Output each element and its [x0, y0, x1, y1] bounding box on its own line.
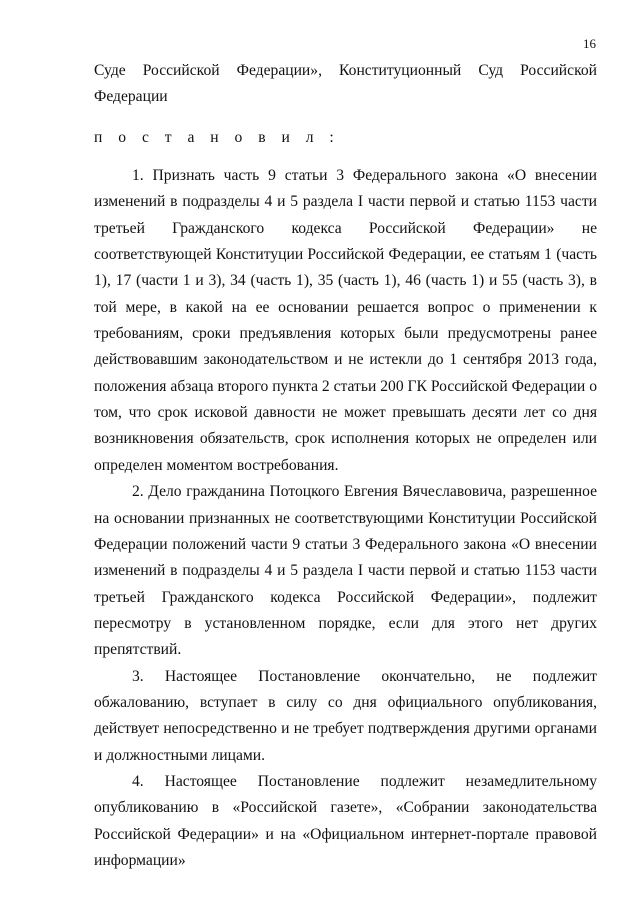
page-number: 16	[583, 36, 596, 51]
intro-paragraph: Суде Российской Федерации», Конституционный Суд Российской Федерации	[94, 62, 597, 106]
resolution-item-3: 3. Настоящее Постановление окончательно, не подлежит обжалованию, вступает в силу со дня официального опубликования, действует непосредственно и не требует подтверждения другими органами и должностными лицами.	[94, 667, 597, 764]
resolution-heading: п о с т а н о в и л :	[94, 128, 340, 146]
resolution-item-2: 2. Дело гражданина Потоцкого Евгения Вячеславовича, разрешенное на основании признанных не соответствующими Конституции Российской Федерации положений части 9 статьи 3 Федерального закона «О внесении изменений в подразделы 4 и 5 раздела I части первой и статью 1153 части третьей Гражданского кодекса Российской Федерации», подлежит пересмотру в установленном порядке, если для этого нет других препятствий.	[94, 483, 597, 659]
resolution-item-4: 4. Настоящее Постановление подлежит незамедлительному опубликованию в «Российской газете», «Собрании законодательства Российской Федерации» и на «Официальном интернет-портале правовой информации»	[94, 772, 597, 869]
resolution-item-1: 1. Признать часть 9 статьи 3 Федерального закона «О внесении изменений в подразделы 4 и 5 раздела I части первой и статью 1153 части третьей Гражданского кодекса Российской Федерации» не соответствующей Конституции Российской Федерации, ее статьям 1 (часть 1), 17 (части 1 и 3), 34 (часть 1), 35 (часть 1), 46 (часть 1) и 55 (часть 3), в той мере, в какой на ее основании решается вопрос о применении к требованиям, сроки предъявления которых были предусмотрены ранее действовавшим законодательством и не истекли до 1 сентября 2013 года, положения абзаца второго пункта 2 статьи 200 ГК Российской Федерации о том, что срок исковой давности не может превышать десяти лет со дня возникновения обязательств, срок исполнения которых не определен или определен моментом востребования.	[94, 167, 597, 474]
document-body	[94, 58, 597, 874]
